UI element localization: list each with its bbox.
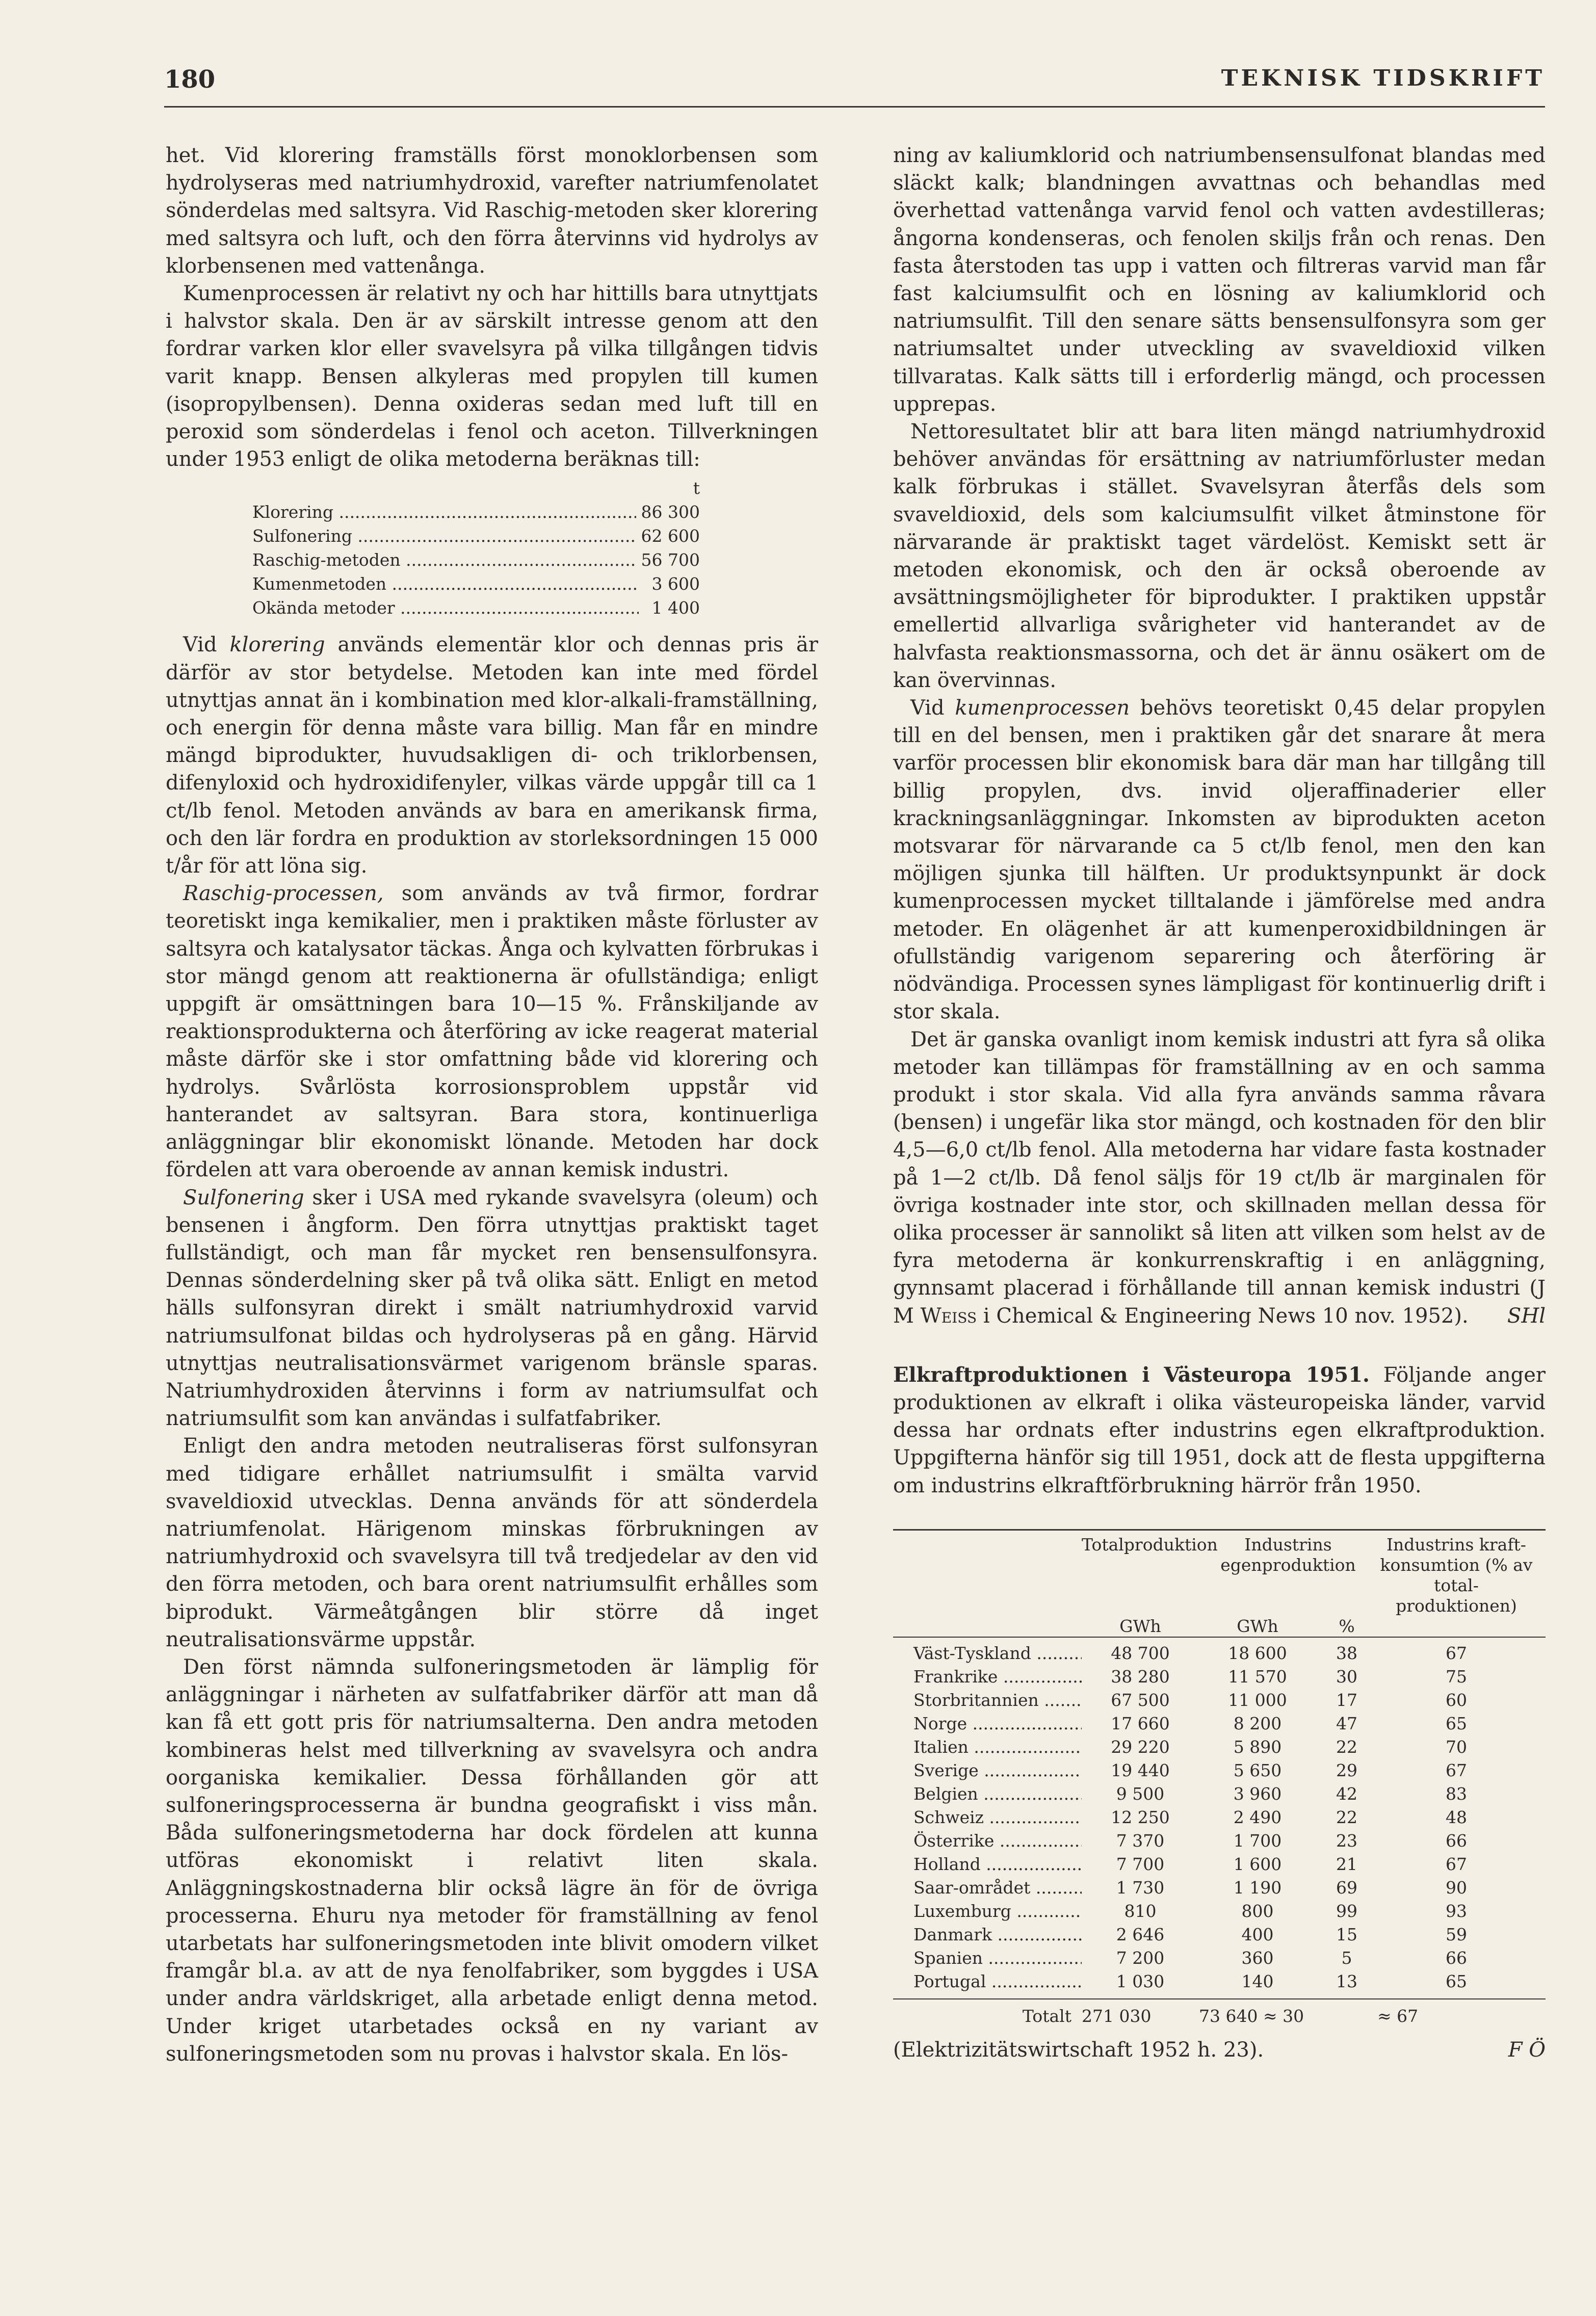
author-name: J M Weiss (893, 1276, 1546, 1328)
egen-pct-cell: 13 (1336, 1971, 1357, 1991)
country-cell: Frankrike ..... (893, 1665, 1082, 1689)
table-row (166, 548, 818, 572)
consumption-cell: 90 (1446, 1877, 1467, 1898)
emphasis: klorering (229, 633, 325, 657)
country-cell: Sverige ..... (893, 1759, 1082, 1782)
header-blank (893, 1616, 1082, 1637)
table-unit: t (693, 478, 700, 498)
egen-pct-cell: 69 (1336, 1877, 1357, 1898)
table-rule (893, 1998, 1546, 1999)
country-cell: Schweiz ..... (893, 1806, 1082, 1829)
paragraph: Den först nämnda sulfoneringsmetoden är lämplig för anläggningar i närheten av sulfatfabriker därför att man då kan få ett gott pris för natriumsalterna. Den andra metoden kombineras helst med tillverkning av svavelsyra och andra oorganiska kemikalier. Dessa förhållanden gör att sulfoneringsprocesserna är bundna geografiskt i viss mån. Båda sulfoneringsmetoderna har dock fördelen att kunna utföras ekonomiskt i relativt liten skala. Anläggningskostnaderna blir också lägre än för de övriga processerna. Ehuru nya metoder för framställning av fenol utarbetats har sulfoneringsmetoden inte blivit omodern vilket framgår bl.a. av att de nya fenolfabriker, som byggdes i USA under andra världskriget, alla arbetade enligt denna metod. Under kriget utarbetades också en ny variant av sulfoneringsmetoden som nu provas i halvstor skala. En lös- (166, 1655, 818, 2066)
text: används elementär klor och dennas pris är därför av stor betydelse. Metoden kan inte med fördel utnyttjas annat än i kombination med klor-alkali-framställning, och energin för denna måste vara billig. Man får en mindre mängd biprodukter, huvudsakligen di- och triklorbensen, difenyloxid och hydroxidifenyler, vilkas värde uppgår till ca 1 ct/lb fenol. Metoden används av bara en amerikansk firma, och den lär fordra en produktion av storleksordningen 15 000 t/år för att löna sig. (166, 633, 818, 878)
country-cell: Luxemburg ..... (893, 1900, 1082, 1923)
consumption-cell: 83 (1446, 1783, 1467, 1804)
country-cell: Spanien ..... (893, 1946, 1082, 1970)
egen-gwh-cell: 800 (1241, 1901, 1274, 1921)
header-egen-gwh: GWh (1237, 1616, 1278, 1636)
source-text: (Elektrizitätswirtschaft 1952 h. 23). (893, 2038, 1264, 2062)
egen-gwh-cell: 5 890 (1233, 1736, 1282, 1757)
egen-gwh-cell: 11 570 (1228, 1666, 1287, 1687)
consumption-cell: 65 (1446, 1971, 1467, 1991)
total-cell: 7 700 (1116, 1854, 1165, 1874)
text: Följande anger produktionen av elkraft i olika västeuropeiska länder, varvid dessa har ordnats efter industrins egen elkraftproduktion. Uppgifterna hänför sig till 1951, dock att de flesta uppgifterna om industrins elkraftförbrukning härrör från 1950. (893, 1363, 1546, 1497)
total-cell: 7 370 (1116, 1830, 1165, 1851)
consumption-cell: 70 (1446, 1736, 1467, 1757)
consumption-cell: 67 (1446, 1854, 1467, 1874)
total-egen: 73 640 ≈ 30 (1199, 2006, 1304, 2026)
egen-pct-cell: 22 (1336, 1736, 1357, 1757)
egen-pct-cell: 5 (1341, 1947, 1352, 1968)
country-cell: Österrike ..... (893, 1829, 1082, 1853)
table-source (893, 2038, 1546, 2062)
paragraph: Kumenprocessen är relativt ny och har hittills bara utnyttjats i halvstor skala. Den är av särskilt intresse genom att den fordrar varken klor eller svavelsyra på vilka tillgången tidvis varit knapp. Bensen alkyleras med propylen till kumen (isopropylbensen). Denna oxideras sedan med luft till en peroxid som sönderdelas i fenol och aceton. Tillverkningen under 1953 enligt de olika metoderna beräknas till: (166, 282, 818, 471)
egen-pct-cell: 47 (1336, 1713, 1357, 1733)
row-value: 56 700 (641, 550, 700, 570)
total-label: Totalt (1022, 2006, 1071, 2026)
country-cell: Danmark ..... (893, 1923, 1082, 1946)
production-table (166, 476, 818, 620)
text: Vid (910, 696, 955, 720)
total-cell: 2 646 (1116, 1924, 1165, 1944)
consumption-cell: 93 (1446, 1901, 1467, 1921)
egen-pct-cell: 17 (1336, 1690, 1357, 1710)
egen-gwh-cell: 400 (1241, 1924, 1274, 1944)
header-total: Totalproduktion (1082, 1534, 1218, 1555)
row-label: Okända metoder ..... (252, 596, 639, 620)
left-column (166, 142, 818, 2068)
consumption-cell: 75 (1446, 1666, 1467, 1687)
header-blank (1377, 1616, 1535, 1637)
paragraph (893, 1361, 1546, 1499)
emphasis: Sulfonering (183, 1186, 304, 1209)
text: i Chemical & Engineering News 10 nov. 1952). (977, 1304, 1469, 1328)
total-cell: 9 500 (1116, 1783, 1165, 1804)
egen-pct-cell: 42 (1336, 1783, 1357, 1804)
row-label: Sulfonering ..... (252, 524, 636, 548)
paragraph (166, 1184, 818, 1433)
electricity-table (893, 1529, 1546, 2062)
text: som används av två firmor, fordrar teoretiskt inga kemikalier, men i praktiken måste förluster av saltsyra och katalysator täckas. Ånga och kylvatten förbrukas i stor mängd genom att reaktionerna är ofullständiga; enligt uppgift är omsättningen bara 10—15 %. Frånskiljande av reaktionsprodukterna och återföring av icke reagerat material måste därför ske i stor omfattning både vid klorering och hydrolys. Svårlösta korrosionsproblem uppstår vid hanterandet av saltsyran. Bara stora, kontinuerliga anläggningar blir ekonomiskt lönande. Metoden har dock fördelen att vara oberoende av annan kemisk industri. (166, 882, 818, 1182)
row-label: Kumenmetoden ..... (252, 572, 639, 596)
total-cell: 38 280 (1111, 1666, 1170, 1687)
signature: SHl (1507, 1304, 1546, 1328)
egen-pct-cell: 38 (1336, 1643, 1357, 1663)
table-total-row (893, 2005, 1546, 2028)
paragraph: Nettoresultatet blir att bara liten mängd natriumhydroxid behöver användas för ersättning av natriumförluster medan kalk förbrukas i stället. Svavelsyran återfås dels som svaveldioxid, dels som kalciumsulfit vilket åtminstone för närvarande är praktiskt taget värdelöst. Kemiskt sett är metoden ekonomisk, och den är också oberoende av avsättningsmöjligheter för biprodukter. I praktiken uppstår emellertid allvarliga svårigheter vid hanterandet av de halvfasta reaktionsmassorna, och det är ännu osäkert om de kan övervinnas. (893, 420, 1546, 692)
paragraph: ning av kaliumklorid och natriumbensensulfonat blandas med släckt kalk; blandningen avvattnas och behandlas med överhettad vattenånga varvid fenol och vatten avdestilleras; ångorna kondenseras, och fenolen skiljs från och renas. Den fasta återstoden tas upp i vatten och filtreras varvid man får fast kalciumsulfit och en lösning av kaliumklorid och natriumsulfit. Till den senare sätts bensensulfonsyra som ger natriumsaltet under utveckling av svaveldioxid vilken tillvaratas. Kalk sätts till i erforderlig mängd, och processen upprepas. (893, 144, 1546, 416)
consumption-cell: 60 (1446, 1690, 1467, 1710)
paragraph (893, 694, 1546, 1025)
row-label: Raschig-metoden ..... (252, 548, 636, 572)
egen-pct-cell: 29 (1336, 1760, 1357, 1780)
egen-pct-cell: 30 (1336, 1666, 1357, 1687)
row-label: Klorering ..... (252, 500, 636, 524)
egen-pct-cell: 23 (1336, 1830, 1357, 1851)
text: sker i USA med rykande svavelsyra (oleum) och bensenen i ångform. Den förra utnyttjas praktiskt taget fullständigt, och man får mycket ren bensensulfonsyra. Dennas sönderdelning sker på två olika sätt. Enligt en metod hälls sulfonsyran direkt i smält natriumhydroxid varvid natriumsulfonat bildas och hydrolyseras på en gång. Härvid utnyttjas neutralisationsvärmet varigenom bränsle sparas. Natriumhydroxiden återvinns i form av natriumsulfat och natriumsulfit som kan användas i sulfatfabriker. (166, 1186, 818, 1431)
table-rule (893, 1637, 1546, 1638)
egen-pct-cell: 99 (1336, 1901, 1357, 1921)
signature: F Ö (1508, 2038, 1546, 2062)
table-row (166, 596, 818, 620)
table-body (893, 1642, 1546, 1993)
total-cell: 29 220 (1111, 1736, 1170, 1757)
header-rule (164, 106, 1545, 108)
text: Vid (183, 633, 230, 657)
total-cell: 12 250 (1111, 1807, 1170, 1827)
egen-gwh-cell: 11 000 (1228, 1690, 1287, 1710)
consumption-cell: 48 (1446, 1807, 1467, 1827)
row-value: 3 600 (651, 574, 700, 594)
table-rule (893, 1529, 1546, 1531)
country-cell: Saar-området ..... (893, 1876, 1082, 1900)
table-row (166, 500, 818, 524)
egen-gwh-cell: 8 200 (1233, 1713, 1282, 1733)
consumption-cell: 67 (1446, 1643, 1467, 1663)
header-total-unit: GWh (1119, 1616, 1161, 1636)
total-cell: 17 660 (1111, 1713, 1170, 1733)
table-body (166, 500, 818, 620)
emphasis: kumenprocessen (955, 696, 1130, 720)
row-value: 86 300 (641, 502, 700, 522)
header-egen: Industrins egenproduktion (1220, 1534, 1356, 1575)
section-heading: Elkraftproduktionen i Västeuropa 1951. (893, 1362, 1370, 1387)
total-cell: 7 200 (1116, 1947, 1165, 1968)
row-value: 62 600 (641, 526, 700, 546)
total-cons: ≈ 67 (1377, 2006, 1419, 2026)
consumption-cell: 66 (1446, 1947, 1467, 1968)
header-konsum: Industrins kraft-konsumtion (% av total-produktionen) (1380, 1534, 1533, 1616)
total-cell: 67 500 (1111, 1690, 1170, 1710)
country-cell: Portugal ..... (893, 1970, 1082, 1993)
country-cell: Italien ..... (893, 1735, 1082, 1759)
table-header (893, 1535, 1546, 1637)
paragraph (893, 1026, 1546, 1330)
egen-gwh-cell: 140 (1241, 1971, 1274, 1991)
table-row (166, 572, 818, 596)
egen-gwh-cell: 18 600 (1228, 1643, 1287, 1663)
egen-gwh-cell: 1 700 (1233, 1830, 1282, 1851)
table-row (166, 524, 818, 548)
country-cell: Belgien ..... (893, 1782, 1082, 1806)
total-value: 271 030 (1082, 2006, 1152, 2026)
journal-title: TEKNISK TIDSKRIFT (1221, 65, 1545, 91)
header-egen-pct: % (1339, 1616, 1355, 1636)
total-cell: 810 (1124, 1901, 1157, 1921)
egen-pct-cell: 21 (1336, 1854, 1357, 1874)
consumption-cell: 59 (1446, 1924, 1467, 1944)
country-cell: Väst-Tyskland ..... (893, 1642, 1082, 1665)
text: behövs teoretiskt 0,45 delar propylen till en del bensen, men i praktiken går det snarare åt mera varför processen blir ekonomisk bara där man har tillgång till billig propylen, dvs. invid oljeraffinaderier eller krackningsanläggningar. Inkomsten av biprodukten aceton motsvarar för närvarande ca 5 ct/lb fenol, men den kan möjligen sjunka till hälften. Ur produktsynpunkt är dock kumenprocessen mycket tilltalande i jämförelse med andra metoder. En olägenhet är att kumenperoxidbildningen är ofullständig varigenom separering och återföring är nödvändiga. Processen synes lämpligast för kontinuerlig drift i stor skala. (893, 696, 1546, 1024)
right-column (893, 142, 1546, 2062)
egen-gwh-cell: 360 (1241, 1947, 1274, 1968)
emphasis: Raschig-processen, (183, 882, 384, 906)
consumption-cell: 67 (1446, 1760, 1467, 1780)
egen-gwh-cell: 1 600 (1233, 1854, 1282, 1874)
header-blank (893, 1535, 1082, 1616)
total-cell: 1 730 (1116, 1877, 1165, 1898)
page-number: 180 (164, 65, 216, 94)
egen-gwh-cell: 5 650 (1233, 1760, 1282, 1780)
country-cell: Storbritannien ..... (893, 1689, 1082, 1712)
row-value: 1 400 (651, 598, 700, 618)
text: Det är ganska ovanligt inom kemisk industri att fyra så olika metoder kan tillämpas för framställning av en och samma produkt i stor skala. Vid alla fyra används samma råvara (bensen) i ungefär lika stor mängd, och kostnaden för den blir 4,5—6,0 ct/lb fenol. Alla metoderna har vidare fasta kostnader på 1—2 ct/lb. Då fenol säljs för 19 ct/lb är marginalen för övriga kostnader inte stor, och skillnaden mellan dessa för olika processer är sannolikt så liten att vilken som helst av de fyra metoderna är konkurrenskraftig i en anläggning, gynnsamt placerad i förhållande till annan kemisk industri ( (893, 1028, 1546, 1300)
total-cell: 48 700 (1111, 1643, 1170, 1663)
total-cell: 19 440 (1111, 1760, 1170, 1780)
paragraph: Enligt den andra metoden neutraliseras först sulfonsyran med tidigare erhållet natriumsulfit i smälta varvid svaveldioxid utvecklas. Denna används för att sönderdela natriumfenolat. Härigenom minskas förbrukningen av natriumhydroxid och svavelsyra till två tredjedelar av den vid den förra metoden, och bara orent natriumsulfit erhålles som biprodukt. Värmeåtgången blir större då inget neutralisationsvärme uppstår. (166, 1434, 818, 1651)
consumption-cell: 65 (1446, 1713, 1467, 1733)
country-cell: Holland ..... (893, 1853, 1082, 1876)
paragraph (166, 880, 818, 1183)
consumption-cell: 66 (1446, 1830, 1467, 1851)
egen-pct-cell: 22 (1336, 1807, 1357, 1827)
egen-gwh-cell: 2 490 (1233, 1807, 1282, 1827)
egen-gwh-cell: 1 190 (1233, 1877, 1282, 1898)
total-cell: 1 030 (1116, 1971, 1165, 1991)
egen-pct-cell: 15 (1336, 1924, 1357, 1944)
country-cell: Norge ..... (893, 1712, 1082, 1735)
paragraph: het. Vid klorering framställs först monoklorbensen som hydrolyseras med natriumhydroxid, varefter natriumfenolatet sönderdelas med saltsyra. Vid Raschig-metoden sker klorering med saltsyra och luft, och den förra återvinns vid hydrolys av klorbensenen med vattenånga. (166, 144, 818, 278)
egen-gwh-cell: 3 960 (1233, 1783, 1282, 1804)
paragraph (166, 631, 818, 880)
